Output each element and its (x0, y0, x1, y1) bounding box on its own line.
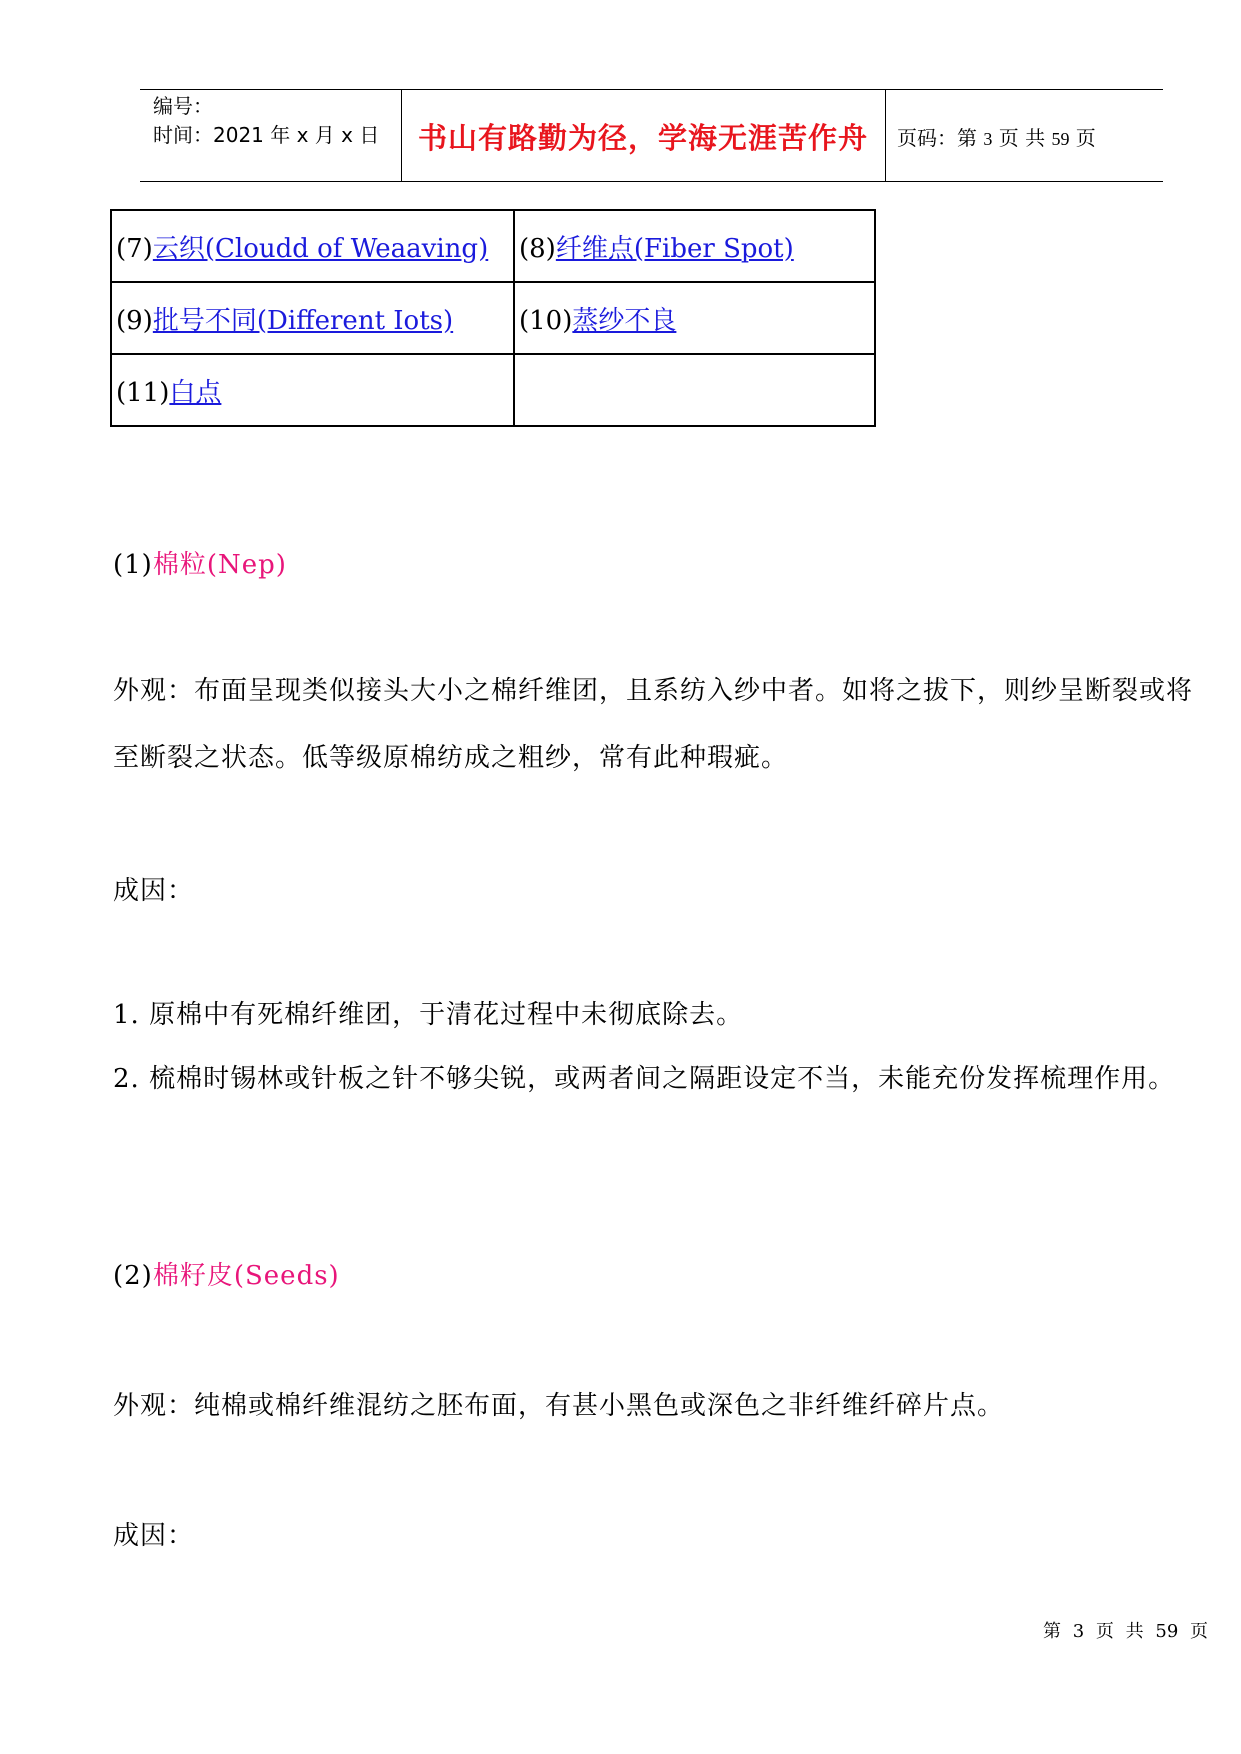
cause-label: 成因： (113, 1521, 195, 1551)
page-current: 3 (983, 129, 993, 149)
page-total: 59 (1051, 129, 1070, 149)
table-cell (111, 282, 514, 354)
table-row (111, 210, 875, 282)
footer-total: 59 (1155, 1621, 1179, 1642)
footer-current: 3 (1072, 1621, 1085, 1642)
table-cell (111, 354, 514, 426)
appearance-paragraph: 外观：纯棉或棉纤维混纺之胚布面，有甚小黑色或深色之非纤维纤碎片点。 (113, 1391, 1005, 1421)
section-number: (1) (113, 550, 153, 580)
footer-prefix: 第 (1043, 1621, 1061, 1642)
appearance-paragraph: 外观：布面呈现类似接头大小之棉纤维团，且系纺入纱中者。如将之拔下，则纱呈断裂或将至断裂之状态。低等级原棉纺成之粗纱，常有此种瑕疵。 (113, 676, 1194, 773)
section-heading (113, 1255, 340, 1292)
footer-mid: 页 共 (1095, 1621, 1144, 1642)
table-row (111, 354, 875, 426)
header-bottom-rule (140, 181, 1163, 182)
item-number: (8) (519, 233, 556, 264)
defect-link[interactable]: 纤维点(Fiber Spot) (555, 233, 794, 264)
footer-suffix: 页 (1190, 1621, 1209, 1642)
defect-link[interactable]: 批号不同(Different Iots) (152, 305, 454, 336)
cause-item: 2. 梳棉时锡林或针板之针不够尖锐，或两者间之隔距设定不当，未能充份发挥梳理作用。 (113, 1064, 1176, 1094)
table-cell (514, 282, 875, 354)
document-number-label: 编号： (153, 94, 213, 118)
defect-table (110, 209, 876, 427)
section-title: 棉籽皮(Seeds) (152, 1261, 340, 1291)
table-cell (514, 210, 875, 282)
page-suffix: 页 (1075, 126, 1096, 150)
header-page-indicator (897, 122, 1096, 151)
cause-label: 成因： (113, 876, 195, 906)
item-number: (7) (116, 233, 153, 264)
section-title: 棉粒(Nep) (152, 550, 287, 580)
header-divider (885, 89, 886, 181)
section-heading (113, 544, 287, 581)
page-footer (1043, 1617, 1208, 1643)
document-time-label: 时间：2021 年 x 月 x 日 (153, 123, 380, 147)
section-number: (2) (113, 1261, 153, 1291)
item-number: (10) (519, 305, 573, 336)
header-top-rule (140, 89, 1163, 90)
defect-link[interactable]: 白点 (169, 377, 222, 408)
item-number: (11) (116, 377, 170, 408)
item-number: (9) (116, 305, 153, 336)
page-mid: 页 共 (998, 126, 1046, 150)
cause-item: 1. 原棉中有死棉纤维团，于清花过程中未彻底除去。 (113, 1000, 744, 1030)
table-cell (111, 210, 514, 282)
defect-link[interactable]: 蒸纱不良 (572, 305, 677, 336)
table-cell-empty (514, 354, 875, 426)
header-motto: 书山有路勤为径，学海无涯苦作舟 (417, 121, 868, 155)
page-prefix: 页码：第 (897, 126, 977, 150)
table-row (111, 282, 875, 354)
defect-link[interactable]: 云织(Cloudd of Weaaving) (152, 233, 489, 264)
header-meta (153, 92, 379, 150)
